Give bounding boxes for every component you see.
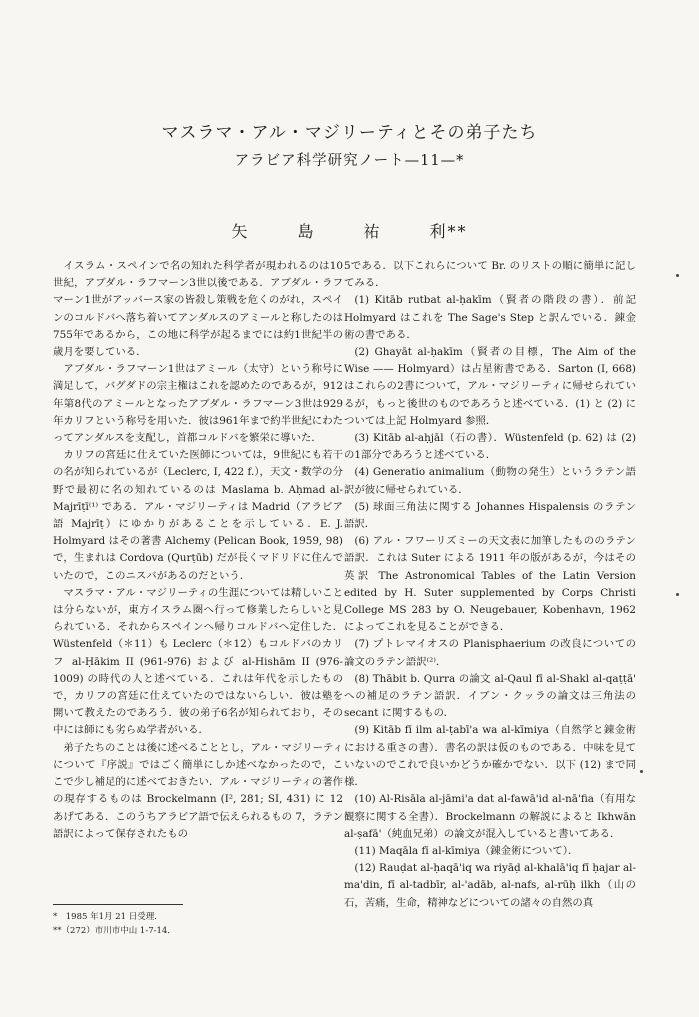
list-item: (2) Ghayāt al-ḥakīm（賢者の目標，The Aim of the Wise —— Holmyard）は占星術書である．Sarton (I, 668) はこれらの2書について，アル・マジリーティに帰せられているが，もっと後世のものであろうと述べている．(1) と (2) については上記 Holmyard 参照． (344, 346, 636, 427)
scan-speck (640, 770, 643, 773)
scan-speck (676, 274, 679, 277)
paragraph: カリフの宮廷に仕えていた医師については，9世紀にも若干の名が知られているが（Leclerc, I, 422 f.），天文・数学の分野で最初に名の知れているのは Maslama b. Aḥmad al-Majrīṭī⁽¹⁾ である．アル・マジリーティは Madrid（アラビア語 Majrīṭ）にゆかりがあることを示している．E. J. Holmyard はその著書 Alchemy (Pelican Book, 1959, 98) で，生まれは Cordova (Qurṭūb) だが長くマドリドに住んでいたので，このニスバがあるのだという． (53, 449, 343, 582)
author-char: 島 (297, 222, 316, 241)
list-item: (12) Rauḍat al-ḥaqā'iq wa riyāḍ al-khalā'iq fī ḥajar al-ma'din, fī al-tadbīr, al-'adāb, al-nafs, al-rūḥ ilkh（山の石，苦痛，生命，精神などについての諸々の自然の真 (344, 862, 636, 909)
footnote-rule (53, 904, 183, 905)
list-item: (11) Maqāla fī al-kīmiya（錬金術について）． (354, 844, 579, 857)
footnotes (53, 910, 343, 938)
scan-speck (676, 593, 679, 596)
paragraph: 弟子たちのことは後に述べることとし，アル・マジリーティについて『序説』ではごく簡単にしか述べなかったので，ここで少し補足的に述べておきたい．アル・マジリーティの著作の現存するものは Brockelmann (I², 281; SI, 431) に 12 あげてある．このうちアラビア語で伝えられるもの 7，ラテン語訳によって保存されたもの (53, 741, 343, 840)
list-item: (4) Generatio animalium（動物の発生）というラテン語訳が彼に帰せられている． (344, 466, 636, 496)
author-char: 利** (429, 222, 468, 241)
paper-subtitle: アラビア科学研究ノート—11—* (234, 153, 465, 169)
author-char: 矢 (231, 222, 250, 241)
paragraph: マスラマ・アル・マジリーティの生涯については精しいことは分らないが，東方イスラム圏へ行って修業したらしいと見られている．それからスペインへ帰りコルドバへ定住した．Wüstenfeld（＊11）も Leclerc（＊12）もコルドバのカリフ al-Ḥākim II (961-976) および al-Hishām II (976-1009) の時代の人と述べている．これは年代を示したもので，カリフの宮廷に仕えていたのではないらしい．彼は塾を開いて教えたのであろう．彼の弟子6名が知られており，その中には師にも劣らぬ学者がいる． (53, 586, 343, 737)
paragraph: アブダル・ラフマーン1世はアミール（太守）という称号に満足して，バグダドの宗主権はこれを認めたのであるが，912年第8代のアミールとなったアブダル・ラフマーン3世は929年カリフという称号を用いた．彼は961年まで約半世紀にわたってアンダルスを支配し，首都コルドバを繁栄に導いた． (53, 363, 343, 445)
author-char: 祐 (363, 222, 382, 241)
list-item: (10) Al-Risāla al-jāmi'a dat al-fawā'id al-nā'fia（有用な観察に関する全書）．Brockelmann の解説によると Ikhwān al-ṣafā'（純血兄弟）の論文が混入していると書いてある． (344, 793, 636, 840)
list-item: (6) アル・フワーリズミーの天文表に加筆したもののラテン語訳．これは Suter による 1911 年の版があるが，今はその英訳 The Astronomical Tables of the Latin Version edited by H. Suter supplemented by Corps Christi College MS 283 by O. Neugebauer, Kobenhavn, 1962 によってこれを見ることができる． (344, 535, 636, 634)
right-column (344, 258, 636, 912)
list-item: (5) 球面三角法に関する Johannes Hispalensis のラテン語訳． (344, 500, 636, 531)
list-item: (9) Kitāb fī ilm al-ṭabī'a wa al-kīmiya（自然学と錬金術における重さの書）．書名の訳は仮のものである．中味を見ていないのでこれで良いかどうか確かでない．以下 (12) まで同様． (344, 724, 636, 789)
paragraph: 5である．以下これらについて Br. のリストの順に簡単に記してみる． (344, 260, 636, 290)
list-item: (7) プトレマイオスの Planisphaerium の改良についての論文のラテン語訳⁽²⁾． (344, 638, 636, 668)
footnote: **（272）市川市中山 1-7-14． (53, 926, 176, 936)
author-name (0, 219, 699, 242)
paper-title: マスラマ・アル・マジリーティとその弟子たち (161, 123, 538, 143)
footnote: * 1985 年1月 21 日受理． (53, 912, 163, 922)
left-column (53, 258, 343, 843)
list-item: (3) Kitāb al-aḥjāl（石の書）．Wüstenfeld (p. 62) は (2) の1部分であろうと述べている． (344, 432, 636, 462)
list-item: (1) Kitāb rutbat al-ḥakīm（賢者の階段の書）．前記 Holmyard はこれを The Sage's Step と訳んでいる．錬金術の書である． (344, 294, 636, 341)
paragraph: イスラム・スペインで名の知れた科学者が現われるのは10世紀，アブダル・ラフマーン3世以後である．アブダル・ラフマーン1世がアッバース家の皆殺し策戦を危くのがれ，スペインのコルドバへ落ち着いてアンダルスのアミールと称したのは755年であるから，この地に科学が起るまでには約1世紀半の歳月を要している． (53, 260, 343, 359)
list-item: (8) Thābit b. Qurra の論文 al-Qaul fī al-Shakl al-qaṭṭā' への補足のラテン語訳．イブン・クッラの論文は三角法の secant に関するもの． (344, 672, 636, 720)
